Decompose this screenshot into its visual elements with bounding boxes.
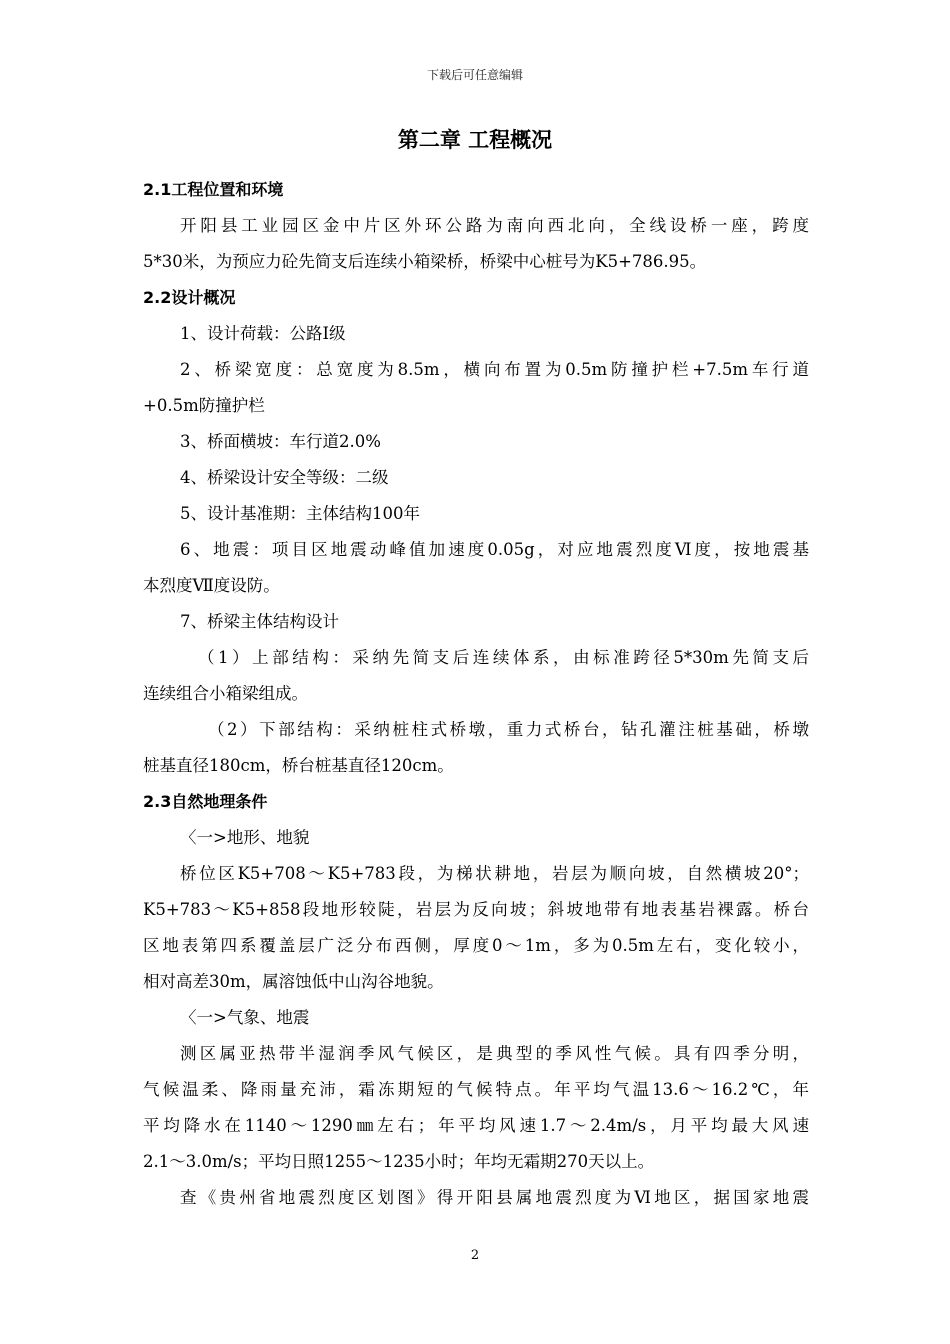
page-header: 下载后可任意编辑 [426, 68, 523, 82]
paragraph-line: K5+783～K5+858段地形较陡，岩层为反向坡；斜坡地带有地表基岩裸露。桥台 [143, 900, 809, 919]
paragraph-line: 连续组合小箱梁组成。 [143, 684, 308, 703]
paragraph-line: 查《贵州省地震烈度区划图》得开阳县属地震烈度为Ⅵ地区，据国家地震 [180, 1188, 809, 1207]
paragraph-line: 开阳县工业园区金中片区外环公路为南向西北向，全线设桥一座，跨度 [180, 216, 809, 235]
page-number: 2 [470, 1248, 480, 1263]
sub-list-item: （2）下部结构：采纳桩柱式桥墩，重力式桥台，钻孔灌注桩基础，桥墩 [208, 720, 809, 739]
paragraph-line: 测区属亚热带半湿润季风气候区，是典型的季风性气候。具有四季分明， [180, 1044, 809, 1063]
paragraph-line: 桥位区K5+708～K5+783段，为梯状耕地，岩层为顺向坡，自然横坡20°； [180, 864, 809, 883]
section-heading-2-2: 2.2设计概况 [143, 288, 236, 307]
paragraph-line: +0.5m防撞护栏 [143, 396, 265, 415]
chapter-title: 第二章 工程概况 [397, 127, 553, 152]
paragraph-line: 相对高差30m，属溶蚀低中山沟谷地貌。 [143, 972, 444, 991]
list-item: 6、地震：项目区地震动峰值加速度0.05g，对应地震烈度Ⅵ度，按地震基 [180, 540, 809, 559]
list-item: 1、设计荷载：公路Ⅰ级 [180, 324, 346, 343]
list-item: 2、桥梁宽度：总宽度为8.5m，横向布置为0.5m防撞护栏+7.5m车行道 [180, 360, 809, 379]
paragraph-line: 2.1～3.0m/s；平均日照1255～1235小时；年均无霜期270天以上。 [143, 1152, 655, 1171]
list-item: 3、桥面横坡：车行道2.0% [180, 432, 381, 451]
body-text [143, 172, 809, 1216]
paragraph-line: 本烈度Ⅶ度设防。 [143, 576, 280, 595]
list-item: 5、设计基准期：主体结构100年 [180, 504, 420, 523]
sub-heading: 〈一>地形、地貌 [180, 828, 310, 847]
list-item: 4、桥梁设计安全等级：二级 [180, 468, 389, 487]
paragraph-line: 桩基直径180cm，桥台桩基直径120cm。 [143, 756, 454, 775]
section-heading-2-1: 2.1工程位置和环境 [143, 180, 284, 199]
sub-list-item: （1）上部结构：采纳先简支后连续体系，由标准跨径5*30m先简支后 [198, 648, 809, 667]
paragraph-line: 平均降水在1140～1290㎜左右；年平均风速1.7～2.4m/s，月平均最大风速 [143, 1116, 809, 1135]
paragraph-line: 5*30米，为预应力砼先简支后连续小箱梁桥，桥梁中心桩号为K5+786.95。 [143, 252, 707, 271]
section-heading-2-3: 2.3自然地理条件 [143, 792, 268, 811]
paragraph-line: 区地表第四系覆盖层广泛分布西侧，厚度0～1m，多为0.5m左右，变化较小， [143, 936, 809, 955]
paragraph-line: 气候温柔、降雨量充沛，霜冻期短的气候特点。年平均气温13.6～16.2℃，年 [143, 1080, 809, 1099]
sub-heading: 〈一>气象、地震 [180, 1008, 310, 1027]
list-item: 7、桥梁主体结构设计 [180, 612, 339, 631]
